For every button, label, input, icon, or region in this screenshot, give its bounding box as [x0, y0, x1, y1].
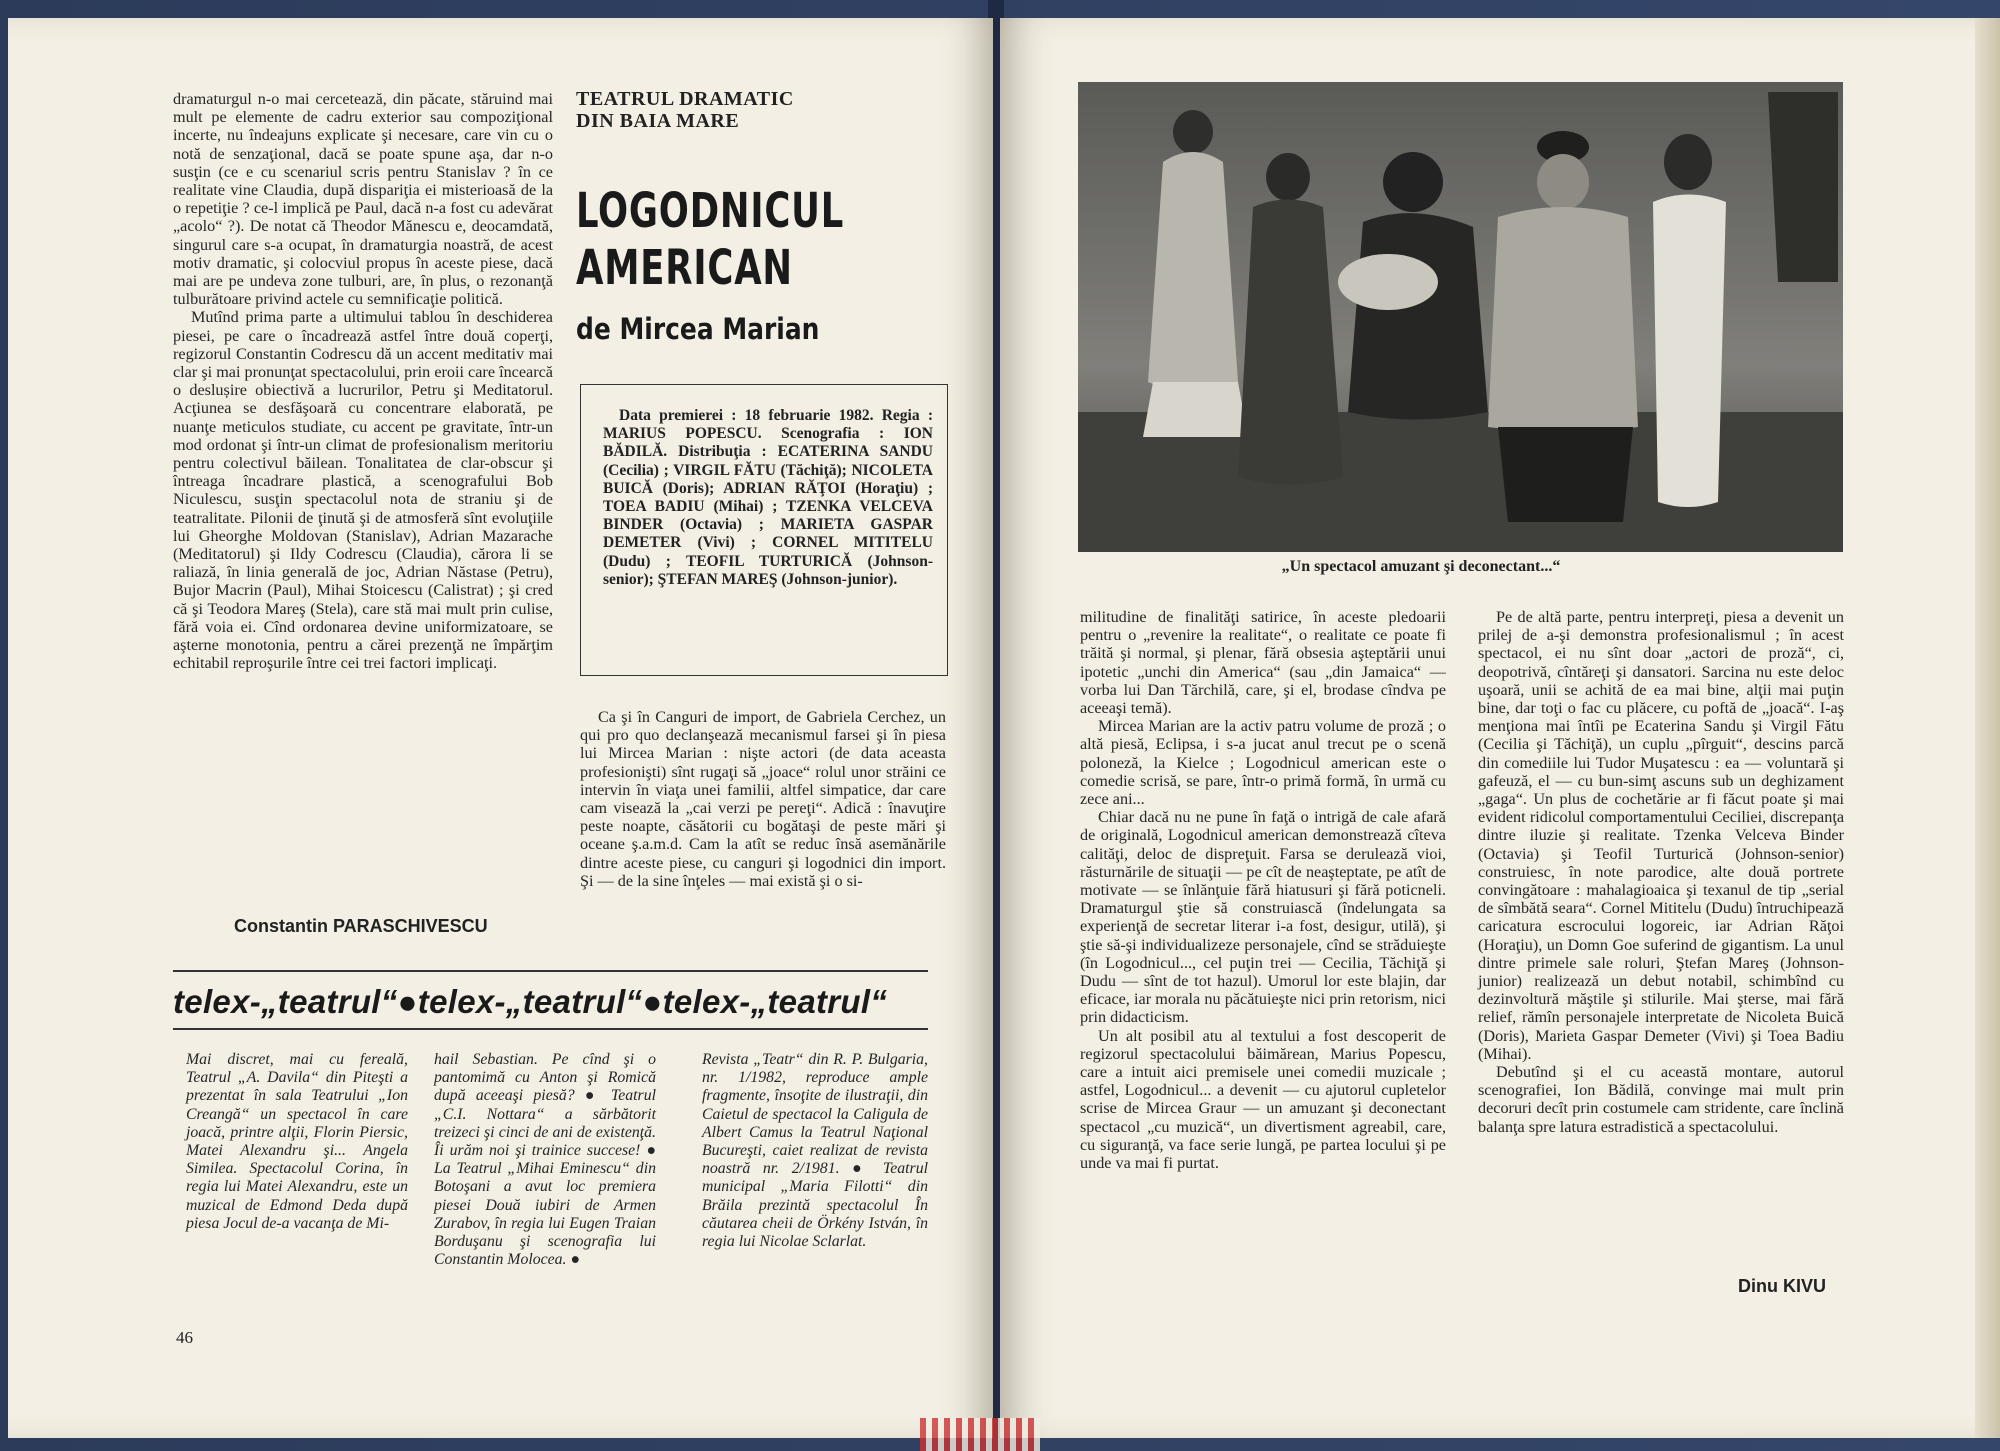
premiere-info-paragraph: Data premierei : 18 februarie 1982. Regia : MARIUS POPESCU. Scenografia : ION BĂDILĂ. Distribuţia : ECATERINA SANDU (Cecilia) ; VIRGIL FĂTU (Tăchiţă); NICOLETA BUICĂ (Doris); ADRIAN RĂŢOI (Horaţiu) ; TOEA BADIU (Mihai) ; TZENKA VELCEVA BINDER (Octavia) ; MARIETA GASPAR DEMETER (Vivi) ; CORNEL MITITELU (Dudu) ; TEOFIL TURTURICĂ (Johnson-senior); ŞTEFAN MAREŞ (Johnson-junior).	[603, 407, 933, 588]
left-page	[8, 18, 993, 1438]
paragraph: Un alt posibil atu al textului a fost descoperit de regizorul spectacolului băimărean, Marius Popescu, care a intuit aici premisele unei comedii muzicale ; astfel, Logodnicul... a devenit — cu ajutorul cupletelor scrise de Mircea Graur — un amuzant şi deconectant spectacol „cu muzică“, un divertisment agreabil, care, cu siguranţă, va face serie lungă, pe partea locului şi pe unde va mai fi purtat.	[1080, 1026, 1446, 1173]
checkered-cloth	[920, 1418, 1040, 1451]
paragraph: Mircea Marian are la activ patru volume de proză ; o altă piesă, Eclipsa, i s-a jucat anul trecut pe o scenă poloneză, la Kielce ; Logodnicul american este o comedie scrisă, se pare, într-o primă formă, în urmă cu zece ani...	[1080, 717, 1446, 809]
telex-rule-bottom	[173, 1028, 928, 1030]
review-column-start	[580, 708, 946, 890]
telex-heading: telex-„teatrul“●telex-„teatrul“●telex-„teatrul“	[173, 983, 888, 1020]
paragraph: dramaturgul n-o mai cercetează, din păcate, stăruind mai mult pe elemente de cadru exterior sau compoziţional incerte, nu îndeajuns explicate şi necesare, care vin cu o notă de senzaţional, dacă se poate spune aşa, dar n-o susţin (ce e cu scenariul scris pentru Stanislav ? în ce realitate vine Claudia, după dispariţia ei misterioasă de la o repetiţie ? ce-l implică pe Paul, dacă n-a fost cu adevărat „acolo“ ?). De notat că Theodor Mănescu e, deocamdată, singurul care s-a ocupat, în dramaturgia noastră, de acest motiv dramatic, şi colocviul propus în aceste piese, dacă mai are pe undeva zone tulburi, are, în plus, o rezonanţă tulburătoare privind actele cu semnificaţie politică.	[173, 90, 553, 309]
telex-column-1	[186, 1051, 408, 1233]
telex-rule-top	[173, 970, 928, 972]
paragraph: Mutînd prima parte a ultimului tablou în deschiderea piesei, pe care o încadrează astfel între două coperţi, regizorul Constantin Codrescu dă un accent meditativ mai clar şi mai pronunţat spectacolului, prin eroii care încearcă o deslușire obiectivă a lucrurilor, Petru şi Meditatorul. Acţiunea se desfăşoară cu concentrare elaborată, pe nuanţe meticulos studiate, cu accent pe gravitate, într-un mod ordonat şi într-un climat de profesionalism meritoriu pentru colectivul băilean. Tonalitatea de clar-obscur şi întreaga încadrare plastică, a scenografului Bob Niculescu, susţin spectacolul nota de straniu şi de teatralitate. Pilonii de ţinută şi de atmosferă sînt evoluţiile lui Gheorghe Moldovan (Stanislav), Adrian Mazarache (Meditatorul) şi Ildy Codrescu (Claudia), cărora li se raliază, în linia generală de joc, Adrian Năstase (Petru), Bujor Macrin (Paul), Mihai Stoicescu (Calistrat) ; şi cred că şi Teodora Mareş (Stela), care stă mai mult prin culise, fără voia ei. Cînd ordonarea devine uniformizatoare, se aşterne monotonia, pentru a cărei prezenţă ne împărţim echitabil reproşurile între cei trei factori implicaţi.	[173, 308, 553, 673]
review-column-4	[1478, 608, 1844, 1136]
telex-text: Revista „Teatr“ din R. P. Bulgaria, nr. 1/1982, reproduce ample fragmente, însoţite de ilustraţii, din Caietul de spectacol la Caligula de Albert Camus la Teatrul Naţional Bucureşti, caiet realizat de revista noastră nr. 2/1981. ● Teatrul municipal „Maria Filotti“ din Brăila prezintă spectacolul În căutarea cheii de Örkény István, în regia lui Nicolae Sclarlat.	[702, 1051, 928, 1251]
telex-text: hail Sebastian. Pe cînd şi o pantomimă cu Anton şi Romică după aceeaşi piesă? ● Teatrul „C.I. Nottara“ a sărbătorit treizeci şi cinci de ani de existenţă. Îi urăm noi şi trainice succese! ● La Teatrul „Mihai Eminescu“ din Botoşani a avut loc premiera piesei Două iubiri de Armen Zurabov, în regia lui Eugen Traian Borduşanu şi scenografia lui Constantin Molocea. ●	[434, 1051, 656, 1269]
theatre-name: TEATRUL DRAMATIC DIN BAIA MARE	[576, 88, 794, 132]
signature-kivu: Dinu KIVU	[1738, 1276, 1826, 1296]
play-title-line2: AMERICAN	[576, 240, 793, 296]
premiere-info-box	[580, 384, 948, 676]
right-page	[1000, 18, 1975, 1438]
review-column-3	[1080, 608, 1446, 1172]
paragraph: Pe de altă parte, pentru interpreţi, piesa a devenit un prilej de a-şi demonstra profesionalismul ; în acest spectacol, ei nu sînt doar „actori de proză“, ci, deopotrivă, cîntăreţi şi dansatori. Sarcina nu este deloc uşoară, unii se achită de ea mai bine, alţii mai puţin bine, dar toţi o fac cu plăcere, cu poftă de „joacă“. I-aş menţiona mai întîi pe Ecaterina Sandu şi Virgil Fătu (Cecilia şi Tăchiţă), un cuplu „pîrguit“, descins parcă din comediile lui Tudor Muşatescu : ea — voluntară şi gafeuză, el — cu bun-simţ ascuns sub un deghizament „gaga“. Un plus de cochetărie ar fi făcut poate şi mai evident ridicolul comportamentului Ceciliei, discrepanţa dintre iluzie şi realitate. Tzenka Velceva Binder (Octavia) şi Teofil Turturică (Johnson-senior) construiesc, în note parodice, alte două portrete convingătoare : mahalagioaica şi texanul de tip „serial de sîmbătă seara“. Cornel Mititelu (Dudu) întruchipează caricatura escrocului logoreic, iar Adrian Răţoi (Horaţiu), un Domn Goe suferind de gigantism. La unul dintre primele sale roluri, Ştefan Mareş (Johnson-junior) realizează un debut notabil, schimbînd cu dezinvoltură măştile şi stilurile. Mai şterse, mai fără relief, rămîn personajele interpretate de Nicoleta Buică (Doris), Marieta Gaspar Demeter (Vivi) şi Toea Badiu (Mihai).	[1478, 608, 1844, 1063]
signature-paraschivescu: Constantin PARASCHIVESCU	[234, 916, 488, 936]
premiere-info-text	[603, 407, 933, 589]
page-edges	[1975, 18, 2000, 1438]
scene-photograph	[1078, 82, 1843, 552]
telex-text: Mai discret, mai cu fereală, Teatrul „A. Davila“ din Piteşti a prezentat în sala Teatrului „Ion Creangă“ un spectacol în care joacă, printre alţii, Florin Piersic, Matei Alexandru şi... Angela Similea. Spectacolul Corina, în regia lui Matei Alexandru, este un muzical de Edmond Deda după piesa Jocul de-a vacanţa de Mi-	[186, 1051, 408, 1232]
play-title	[576, 183, 845, 297]
paragraph: Debutînd şi el cu această montare, autorul scenografiei, Ion Bădilă, convinge mai mult prin decoruri decît prin costumele cam stridente, care înclină balanţa spre latura estradistică a spectacolului.	[1478, 1063, 1844, 1136]
play-title-line1: LOGODNICUL	[576, 183, 845, 239]
photo-caption: „Un spectacol amuzant şi deconectant...“	[1281, 558, 1561, 575]
page-number: 46	[176, 1328, 193, 1347]
telex-column-3	[702, 1051, 928, 1251]
review-continuation-column	[173, 90, 553, 673]
scene-photo-drawing	[1078, 82, 1843, 552]
paragraph: Chiar dacă nu ne pune în faţă o intrigă de cale afară de originală, Logodnicul american demonstrează cîteva calităţi, deloc de dispreţuit. Farsa se derulează vioi, răsturnările de situaţii — pe cît de neaşteptate, pe atît de motivate — se înlănţuie fără hiatusuri şi fără poticneli. Dramaturgul ştie să construiască (îndelungata sa experienţă de secretar literar i-a fost, desigur, utilă), şi ştie să-şi individualizeze personajele, cînd se străduieşte (în Logodnicul..., cel puţin trei — Cecilia, Tăchiţă şi Dudu — sînt de tot hazul). Umorul lor este blajin, dar eficace, iar morala nu păcătuieşte nici prin retorism, nici prin didacticism.	[1080, 808, 1446, 1027]
telex-column-2	[434, 1051, 656, 1269]
paragraph: Ca şi în Canguri de import, de Gabriela Cerchez, un qui pro quo declanşează mecanismul farsei şi în piesa lui Mircea Marian : nişte actori (de data aceasta profesionişti) sînt rugaţi să „joace“ rolul unor străini ce intervin în viaţa unei familii, altfel simpatice, dar care cam visează la „cai verzi pe pereţi“. Adică : înavuţire peste noapte, căsătorii cu bogătaşi de peste mări şi oceane ş.a.m.d. Cam la atît se reduc însă asemănările dintre aceste piese, cu canguri şi logodnici din import. Şi — de la sine înţeles — mai există şi o si-	[580, 708, 946, 890]
play-author: de Mircea Marian	[576, 312, 820, 346]
paragraph: militudine de finalităţi satirice, în aceste pledoarii pentru o „revenire la realitate“, o realitate ce poate fi trăită şi normal, şi plenar, fără obsesia aşteptării unui ipotetic „unchi din America“ (sau „din Jamaica“ — vorba lui Dan Tărchilă, care, şi el, brodase cîndva pe aceeaşi temă).	[1080, 608, 1446, 718]
